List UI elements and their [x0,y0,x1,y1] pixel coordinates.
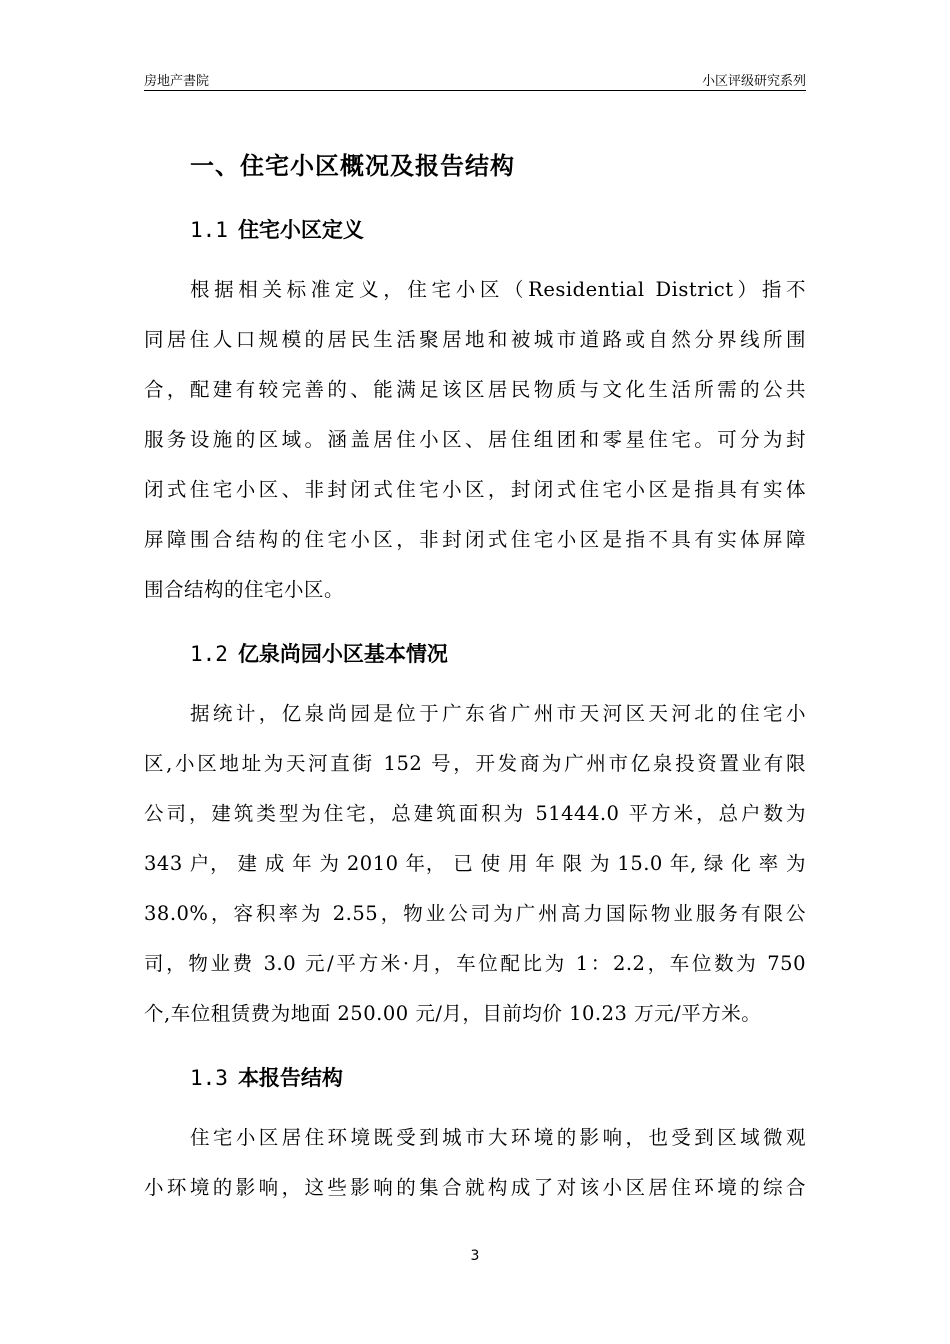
text-line: 同居住人口规模的居民生活聚居地和被城市道路或自然分界线所围 [144,328,806,351]
page-number: 3 [470,1248,480,1264]
section-title: 本报告结构 [237,1066,343,1090]
text-line: 司，物业费 3.0 元/平方米·月，车位配比为 1：2.2，车位数为 750 [144,952,806,975]
text-line: 合，配建有较完善的、能满足该区居民物质与文化生活所需的公共 [144,378,806,401]
section-heading-1-3 [190,1062,343,1092]
section-number: 1.2 [190,642,228,666]
text-line: 屏障围合结构的住宅小区，非封闭式住宅小区是指不具有实体屏障 [144,528,806,551]
text-line: 区,小区地址为天河直街 152 号，开发商为广州市亿泉投资置业有限 [144,752,806,775]
section-heading-1-2 [190,638,448,668]
text-line: 围合结构的住宅小区。 [144,578,345,601]
section-title: 住宅小区定义 [237,218,364,242]
section-title: 亿泉尚园小区基本情况 [237,642,448,666]
text-line: 根据相关标准定义，住宅小区（Residential District）指不 [190,278,806,301]
text-line: 公司，建筑类型为住宅，总建筑面积为 51444.0 平方米，总户数为 [144,802,806,825]
header-right-text: 小区评级研究系列 [701,74,806,89]
section-number: 1.1 [190,218,228,242]
text-line: 个,车位租赁费为地面 250.00 元/月，目前均价 10.23 万元/平方米。 [144,1002,762,1025]
text-line: 343 户， 建 成 年 为 2010 年， 已 使 用 年 限 为 15.0 年, 绿 化 率 为 [144,852,806,875]
chapter-title: 一、住宅小区概况及报告结构 [190,152,515,180]
text-line: 据统计，亿泉尚园是位于广东省广州市天河区天河北的住宅小 [190,702,806,725]
text-line: 住宅小区居住环境既受到城市大环境的影响，也受到区域微观 [190,1126,806,1149]
header-left-text: 房地产書院 [144,74,210,89]
text-line: 服务设施的区域。涵盖居住小区、居住组团和零星住宅。可分为封 [144,428,806,451]
page-header [144,66,806,91]
section-number: 1.3 [190,1066,228,1090]
text-line: 38.0%，容积率为 2.55，物业公司为广州高力国际物业服务有限公 [144,902,806,925]
text-line: 闭式住宅小区、非封闭式住宅小区，封闭式住宅小区是指具有实体 [144,478,806,501]
text-line: 小环境的影响，这些影响的集合就构成了对该小区居住环境的综合 [144,1176,806,1199]
section-heading-1-1 [190,214,364,244]
